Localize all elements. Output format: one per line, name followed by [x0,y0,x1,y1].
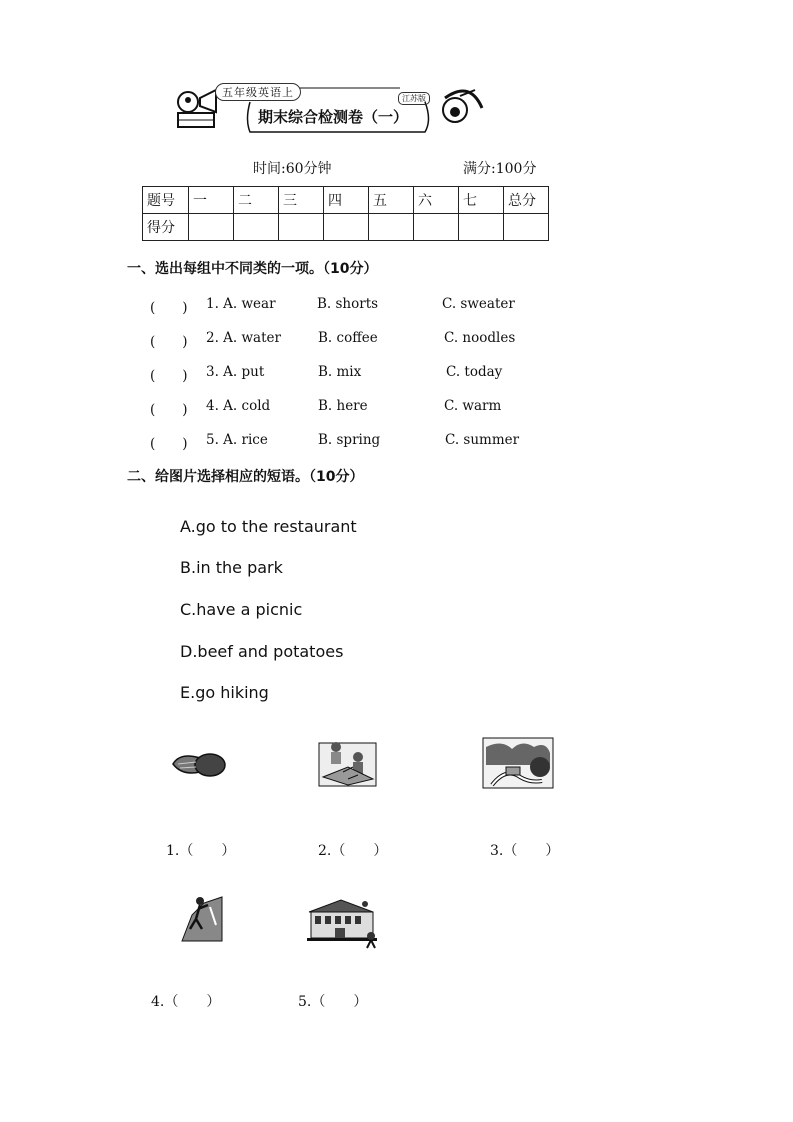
table-cell: 三 [279,187,324,214]
option-c: C. sweater [442,296,515,312]
picture-answer-blank[interactable]: 4.（ ） [151,994,221,1010]
answer-blank[interactable]: ( ) [150,368,188,384]
answer-blank[interactable]: ( ) [150,436,188,452]
park-picture-icon [482,737,554,789]
phrase-option-c: C.have a picnic [180,600,303,619]
hiking-picture-icon [180,895,224,943]
exam-full-score: 满分:100分 [463,161,537,177]
edition-badge: 江苏版 [398,92,430,105]
option-c: C. noodles [444,330,516,346]
option-c: C. today [446,364,503,380]
option-c: C. summer [445,432,520,448]
table-cell: 七 [459,187,504,214]
table-cell: 得分 [143,214,189,241]
table-cell: 六 [414,187,459,214]
table-cell: 题号 [143,187,189,214]
score-input-cell[interactable] [324,214,369,241]
option-b: B. coffee [318,330,378,346]
option-a: 3. A. put [206,364,265,380]
section1-heading: 一、选出每组中不同类的一项。（10分） [127,261,378,277]
score-input-cell[interactable] [459,214,504,241]
score-input-cell[interactable] [189,214,234,241]
option-b: B. shorts [317,296,379,312]
phrase-option-e: E.go hiking [180,683,269,702]
section2-heading: 二、给图片选择相应的短语。（10分） [127,469,364,485]
score-input-cell[interactable] [279,214,324,241]
table-cell: 总分 [504,187,549,214]
score-input-cell[interactable] [369,214,414,241]
table-cell: 一 [189,187,234,214]
option-b: B. mix [318,364,362,380]
option-a: 5. A. rice [206,432,268,448]
score-input-cell[interactable] [234,214,279,241]
exam-time: 时间:60分钟 [253,161,332,177]
table-cell: 四 [324,187,369,214]
option-a: 2. A. water [206,330,281,346]
picture-answer-blank[interactable]: 3.（ ） [490,843,560,859]
score-table-score-row [143,214,549,241]
restaurant-picture-icon [305,892,383,950]
score-table-header-row [143,187,549,214]
beef-potato-picture-icon [170,748,228,780]
score-input-cell[interactable] [414,214,459,241]
phrase-option-b: B.in the park [180,558,283,577]
phrase-option-a: A.go to the restaurant [180,517,357,536]
table-cell: 二 [234,187,279,214]
picnic-picture-icon [318,737,378,787]
answer-blank[interactable]: ( ) [150,300,188,316]
option-a: 1. A. wear [206,296,276,312]
option-c: C. warm [444,398,502,414]
answer-blank[interactable]: ( ) [150,402,188,418]
answer-blank[interactable]: ( ) [150,334,188,350]
table-cell: 五 [369,187,414,214]
picture-answer-blank[interactable]: 2.（ ） [318,843,388,859]
option-a: 4. A. cold [206,398,271,414]
picture-answer-blank[interactable]: 5.（ ） [298,994,368,1010]
option-b: B. spring [318,432,381,448]
option-b: B. here [318,398,368,414]
score-table [142,186,549,241]
exam-title: 期末综合检测卷（一） [258,108,409,126]
grade-tag: 五年级英语上 [215,83,301,101]
score-input-cell[interactable] [504,214,549,241]
picture-answer-blank[interactable]: 1.（ ） [166,843,236,859]
phrase-option-d: D.beef and potatoes [180,642,344,661]
exam-banner [170,80,490,138]
